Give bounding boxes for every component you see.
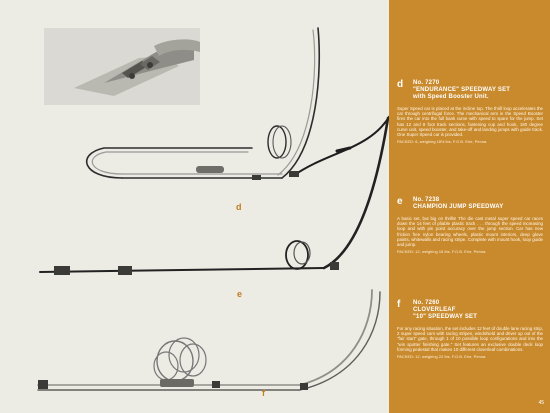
track-set-d-drawing [87, 28, 389, 178]
product-number: No. 7260 [413, 300, 440, 306]
product-name-line2: "10" SPEEDWAY SET [413, 314, 478, 320]
product-letter: e [397, 196, 403, 207]
product-block-d [397, 80, 543, 145]
product-description: A basic set, but big on thrills! The die cast metal super speed car races down the 14 feet of pliable plastic track . . . through the speed increasing loop and with pin point accuracy over the jump section. Car has new friction free nylon bearing wheels, plastic mount interiors, deep glove paints, whitewalls and racing stripe. Complete with mount hook, loop guide and jump. [397, 216, 543, 248]
product-block-f [397, 300, 543, 360]
product-number: No. 7238 [413, 197, 440, 203]
product-name: CHAMPION JUMP SPEEDWAY [413, 204, 504, 210]
product-header [397, 197, 543, 211]
product-packing: PACKED: 12, weighing 22 lbs. F.O.B. Erie, Penna. [397, 355, 487, 360]
product-header [397, 300, 543, 321]
page-number: 45 [538, 400, 544, 406]
product-header [397, 80, 543, 101]
jump-ramp-right [118, 266, 132, 275]
product-description: Super Speed car is placed at the incline top. The thrill loop accelerates the car through centrifugal force. The mechanical arm in the Speed Booster fires the car into the full bank curve with speed to spare for the jump. Set has 12 and 8 foot track sections, fastening cup and hook, 180 degree curve unit, speed booster, and take-off and landing jumps with guide track. One Super Speed car is provided. [397, 106, 543, 138]
finish-gate [300, 383, 308, 390]
product-name: "ENDURANCE" SPEEDWAY SET [413, 87, 511, 93]
product-name-line2: with Speed Booster Unit. [413, 94, 489, 100]
cloverleaf-pedestal [160, 379, 194, 387]
track-set-e-drawing [40, 118, 388, 272]
product-name: CLOVERLEAF [413, 307, 456, 313]
product-packing: PACKED: 12, weighing 16 lbs. F.O.B. Erie, Penna. [397, 250, 487, 255]
figure-label-f: f [262, 388, 265, 398]
start-gate [38, 380, 48, 389]
jump-ramp-left [54, 266, 70, 275]
product-letter: f [397, 299, 401, 310]
product-description: For any racing situation, the set includes 12 feet of double lane racing strip, 2 super speed cars with racing stripes, windshield and driver up out of the "fair start" gate, through 1 of 10 possible loop configurations and into the "win spotter finishing gate." Set features an exclusive double deck loop forming pedestal that makes 10 different cloverleaf combinations. [397, 326, 543, 352]
figure-label-d: d [236, 202, 242, 212]
product-block-e [397, 197, 543, 255]
product-packing: PACKED: 6, weighing 18½ lbs. F.O.B. Erie, Penna. [397, 140, 488, 145]
track-set-f-drawing [38, 290, 380, 390]
product-number: No. 7270 [413, 80, 440, 86]
figure-label-e: e [237, 289, 243, 299]
speed-booster-unit [196, 166, 224, 173]
description-panel [389, 0, 550, 413]
product-letter: d [397, 79, 404, 90]
